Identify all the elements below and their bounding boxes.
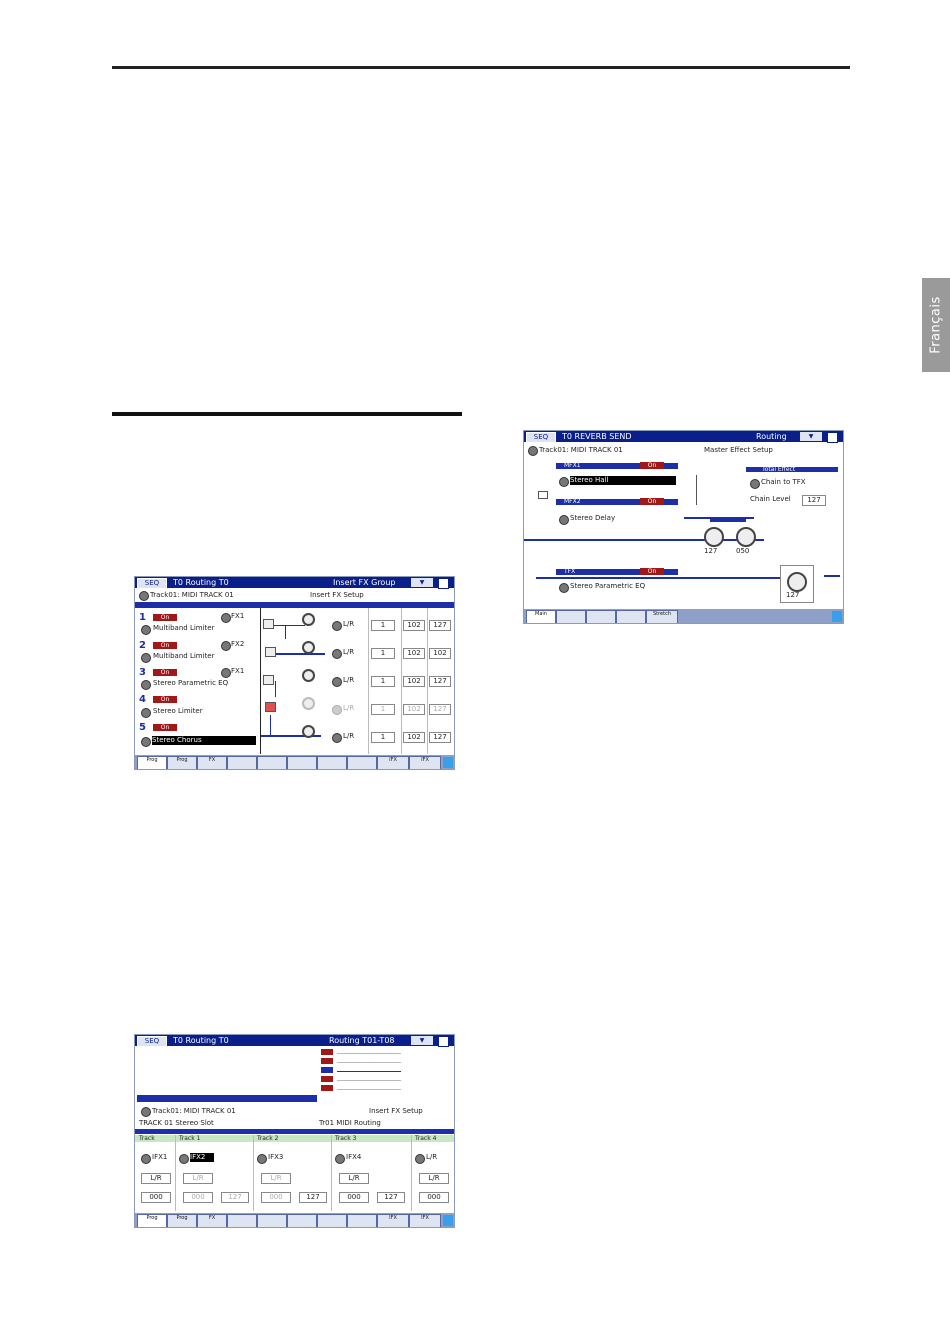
bus-field[interactable]: L/R (339, 1173, 369, 1184)
value-field[interactable]: 000 (261, 1192, 291, 1203)
tfx-label: TFX (564, 568, 576, 575)
value-field[interactable]: 000 (419, 1192, 449, 1203)
bus-select[interactable]: L/R (343, 648, 355, 656)
track-select-icon[interactable] (528, 446, 538, 456)
slot-number: 4 (139, 694, 146, 705)
tab-prog-2[interactable]: Prog (167, 1214, 197, 1228)
page-menu-button[interactable]: ▼ (800, 432, 822, 441)
header-right-label: Insert FX Setup (310, 591, 364, 599)
value-field[interactable]: 1 (371, 620, 395, 631)
header-right-label: Master Effect Setup (704, 446, 773, 454)
page-tab-bar (135, 755, 454, 769)
tab-group-title: Routing (756, 432, 787, 441)
header-right-label: Insert FX Setup (369, 1107, 423, 1115)
fx-name[interactable]: Multiband Limiter (153, 652, 215, 660)
slot-on-button[interactable]: On (153, 614, 177, 621)
value-field[interactable]: 127 (429, 704, 451, 715)
route-box[interactable] (538, 491, 548, 499)
bus-select[interactable]: L/R (343, 620, 355, 628)
lock-icon[interactable] (827, 432, 838, 443)
route-connector (696, 475, 697, 505)
mfx1-select-icon[interactable] (559, 477, 569, 487)
tab[interactable] (556, 610, 586, 624)
return1-value: 127 (704, 547, 718, 555)
route-select[interactable]: IFX1 (152, 1153, 168, 1161)
bus-icon[interactable] (332, 621, 342, 631)
track-select-icon[interactable] (139, 591, 149, 601)
page-menu-button[interactable]: ▼ (411, 578, 433, 587)
col-header: Track 1 (179, 1135, 201, 1142)
route-line (536, 577, 786, 579)
tab-ifx[interactable]: IFX (377, 756, 409, 770)
total-effect-title: Total Effect (762, 466, 796, 473)
send-knob[interactable] (302, 697, 315, 710)
track-selector[interactable]: Track01: MIDI TRACK 01 (152, 1107, 236, 1115)
mfx2-select-icon[interactable] (559, 515, 569, 525)
route-line (524, 539, 764, 541)
bus-select[interactable]: L/R (343, 704, 355, 712)
value-field[interactable]: 102 (403, 732, 425, 743)
send-knob[interactable] (302, 725, 315, 738)
tab[interactable] (257, 756, 287, 770)
mode-button[interactable]: SEQ (137, 578, 167, 589)
bus-field[interactable]: L/R (261, 1173, 291, 1184)
route-line (275, 653, 325, 655)
page-menu-button[interactable]: ▼ (411, 1036, 433, 1045)
list-row (337, 1071, 401, 1072)
fx-select-icon[interactable] (141, 653, 151, 663)
col-header: Track 2 (257, 1135, 279, 1142)
route-icon[interactable] (179, 1154, 189, 1164)
column-divider (401, 608, 402, 754)
tfx-name[interactable]: Stereo Parametric EQ (570, 582, 646, 590)
fx-send-icon[interactable] (221, 613, 231, 623)
screenshot-routing (134, 1034, 455, 1228)
route-select[interactable]: L/R (426, 1153, 438, 1161)
route-select[interactable]: IFX3 (268, 1153, 284, 1161)
value-field[interactable]: 102 (403, 620, 425, 631)
slot-on-button[interactable]: On (153, 642, 177, 649)
title-bar (135, 1035, 454, 1046)
fx-select-icon[interactable] (141, 680, 151, 690)
column-divider (411, 1135, 412, 1211)
slot-number: 1 (139, 612, 146, 623)
route-icon[interactable] (335, 1154, 345, 1164)
mfx1-label: MFX1 (564, 462, 581, 469)
route-select-selected[interactable]: IFX2 (190, 1153, 214, 1162)
chain-to-tfx[interactable]: Chain to TFX (761, 478, 806, 486)
tab-ifx-2[interactable]: IFX (409, 756, 441, 770)
tab-group-title: Routing T01-T08 (329, 1036, 395, 1045)
lock-icon[interactable] (438, 1036, 449, 1047)
route-icon[interactable] (415, 1154, 425, 1164)
value-field[interactable]: 1 (371, 676, 395, 687)
value-field[interactable]: 000 (339, 1192, 369, 1203)
route-box-active[interactable] (265, 702, 276, 712)
value-field[interactable]: 1 (371, 648, 395, 659)
value-field[interactable]: 127 (429, 732, 451, 743)
list-row (337, 1062, 401, 1063)
send-knob[interactable] (302, 669, 315, 682)
mfx1-name[interactable]: Stereo Hall (570, 476, 676, 485)
list-marker (321, 1049, 333, 1055)
value-field[interactable]: 102 (403, 648, 425, 659)
route-line (285, 625, 286, 639)
tab[interactable] (317, 756, 347, 770)
track-selector[interactable]: Track01: MIDI TRACK 01 (150, 591, 234, 599)
tab[interactable] (347, 1214, 377, 1228)
fx-select-icon[interactable] (141, 625, 151, 635)
fx-name[interactable]: Stereo Limiter (153, 707, 203, 715)
route-select[interactable]: IFX4 (346, 1153, 362, 1161)
bus-field[interactable]: L/R (183, 1173, 213, 1184)
fx-send-icon[interactable] (221, 668, 231, 678)
route-box[interactable] (263, 675, 274, 685)
col-header: Track 4 (415, 1135, 437, 1142)
column-divider (368, 608, 369, 754)
fx-name-selected[interactable]: Stereo Chorus (152, 736, 256, 745)
corner-icon[interactable] (832, 611, 842, 622)
col-header: Track (139, 1135, 155, 1142)
fx-send-label: FX1 (231, 612, 245, 620)
value-field[interactable]: 127 (299, 1192, 327, 1203)
tfx-output-knob[interactable] (787, 572, 807, 592)
fx-name[interactable]: Stereo Parametric EQ (153, 679, 229, 687)
mfx2-name[interactable]: Stereo Delay (570, 514, 616, 522)
tab-fx[interactable]: FX (197, 1214, 227, 1228)
list-marker (321, 1058, 333, 1064)
top-rule (112, 66, 850, 69)
value-field[interactable]: 102 (403, 704, 425, 715)
midi-routing-label: Tr01 MIDI Routing (319, 1119, 381, 1127)
slot-on-button[interactable]: On (153, 696, 177, 703)
bus-icon[interactable] (332, 705, 342, 715)
mfx2-on-button[interactable]: On (640, 498, 664, 505)
value-field[interactable]: 1 (371, 732, 395, 743)
fx-name[interactable]: Multiband Limiter (153, 624, 215, 632)
tab-ifx-2[interactable]: IFX (409, 1214, 441, 1228)
route-line (824, 575, 840, 577)
route-line (270, 715, 271, 737)
column-header-bar (135, 602, 454, 608)
screenshot-master-effect (523, 430, 844, 624)
send-knob[interactable] (302, 641, 315, 654)
return-header (710, 517, 746, 522)
tab-group-title: Insert FX Group (333, 578, 396, 587)
corner-icon[interactable] (443, 1215, 453, 1226)
mfx2-label: MFX2 (564, 498, 581, 505)
page-title: T0 Routing T0 (173, 578, 229, 587)
bus-field[interactable]: L/R (419, 1173, 449, 1184)
track-strip[interactable] (137, 1095, 317, 1102)
tfx-output-value: 127 (786, 591, 800, 599)
chain-level-field[interactable]: 127 (802, 495, 826, 506)
value-field[interactable]: 102 (429, 648, 451, 659)
tab[interactable] (287, 1214, 317, 1228)
bus-icon[interactable] (332, 649, 342, 659)
value-field[interactable]: 127 (377, 1192, 405, 1203)
mode-button[interactable]: SEQ (137, 1036, 167, 1047)
language-tab (922, 278, 950, 372)
list-marker (321, 1076, 333, 1082)
corner-icon[interactable] (443, 757, 453, 768)
tab-fx[interactable]: FX (197, 756, 227, 770)
tab[interactable] (347, 756, 377, 770)
bus-select[interactable]: L/R (343, 676, 355, 684)
column-divider (427, 608, 428, 754)
panel-divider (260, 608, 261, 754)
column-divider (175, 1135, 176, 1211)
tfx-select-icon[interactable] (559, 583, 569, 593)
tab-prog-2[interactable]: Prog (167, 756, 197, 770)
value-field[interactable]: 000 (141, 1192, 171, 1203)
tab[interactable] (257, 1214, 287, 1228)
bus-field[interactable]: L/R (141, 1173, 171, 1184)
mode-button[interactable]: SEQ (526, 432, 556, 443)
list-row (337, 1053, 401, 1054)
section-rule (112, 412, 462, 416)
tfx-on-button[interactable]: On (640, 568, 664, 575)
title-bar (135, 577, 454, 588)
mfx1-on-button[interactable]: On (640, 462, 664, 469)
slot-number: 2 (139, 640, 146, 651)
value-field[interactable]: 127 (221, 1192, 249, 1203)
tab[interactable] (227, 756, 257, 770)
track-selector[interactable]: Track01: MIDI TRACK 01 (539, 446, 623, 454)
track-select-icon[interactable] (141, 1107, 151, 1117)
column-divider (253, 1135, 254, 1211)
tab-ifx[interactable]: IFX (377, 1214, 409, 1228)
tab-prog[interactable]: Prog (137, 1214, 167, 1228)
tab[interactable] (227, 1214, 257, 1228)
route-icon[interactable] (257, 1154, 267, 1164)
fx-select-icon[interactable] (141, 737, 151, 747)
page-tab-bar (524, 609, 843, 623)
value-field[interactable]: 102 (403, 676, 425, 687)
slot-number: 3 (139, 667, 146, 678)
col-header: Track 3 (335, 1135, 357, 1142)
route-box[interactable] (263, 619, 274, 629)
tab[interactable] (586, 610, 616, 624)
page-title: T0 Routing T0 (173, 1036, 229, 1045)
value-field[interactable]: 1 (371, 704, 395, 715)
fx-select-icon[interactable] (141, 708, 151, 718)
page-tab-bar (135, 1213, 454, 1227)
route-icon[interactable] (141, 1154, 151, 1164)
return2-value: 050 (736, 547, 750, 555)
chain-level-label: Chain Level (750, 495, 791, 503)
list-marker (321, 1067, 333, 1073)
column-divider (331, 1135, 332, 1211)
fx-send-label: FX1 (231, 667, 245, 675)
bus-icon[interactable] (332, 677, 342, 687)
bus-icon[interactable] (332, 733, 342, 743)
list-row (337, 1089, 401, 1090)
screenshot-insert-fx (134, 576, 455, 770)
title-bar (524, 431, 843, 442)
value-field[interactable]: 127 (429, 620, 451, 631)
language-tab-label: Français (928, 296, 944, 354)
page-title: T0 REVERB SEND (562, 432, 632, 441)
list-row (337, 1080, 401, 1081)
value-field[interactable]: 127 (429, 676, 451, 687)
tab[interactable] (616, 610, 646, 624)
tab[interactable] (317, 1214, 347, 1228)
fx-send-icon[interactable] (221, 641, 231, 651)
slot-on-button[interactable]: On (153, 669, 177, 676)
fx-send-label: FX2 (231, 640, 245, 648)
track-name: TRACK 01 Stereo Slot (139, 1119, 214, 1127)
route-line (275, 681, 276, 697)
return2-knob[interactable] (736, 527, 756, 547)
route-box[interactable] (265, 647, 276, 657)
bus-select[interactable]: L/R (343, 732, 355, 740)
tab[interactable] (287, 756, 317, 770)
tab-prog[interactable]: Prog (137, 756, 167, 770)
chain-select-icon[interactable] (750, 479, 760, 489)
send-knob[interactable] (302, 613, 315, 626)
slot-on-button[interactable]: On (153, 724, 177, 731)
tab-stretch[interactable]: Stretch (646, 610, 678, 624)
return1-knob[interactable] (704, 527, 724, 547)
slot-number: 5 (139, 722, 146, 733)
value-field[interactable]: 000 (183, 1192, 213, 1203)
tab-main[interactable]: Main (526, 610, 556, 624)
lock-icon[interactable] (438, 578, 449, 589)
list-marker (321, 1085, 333, 1091)
